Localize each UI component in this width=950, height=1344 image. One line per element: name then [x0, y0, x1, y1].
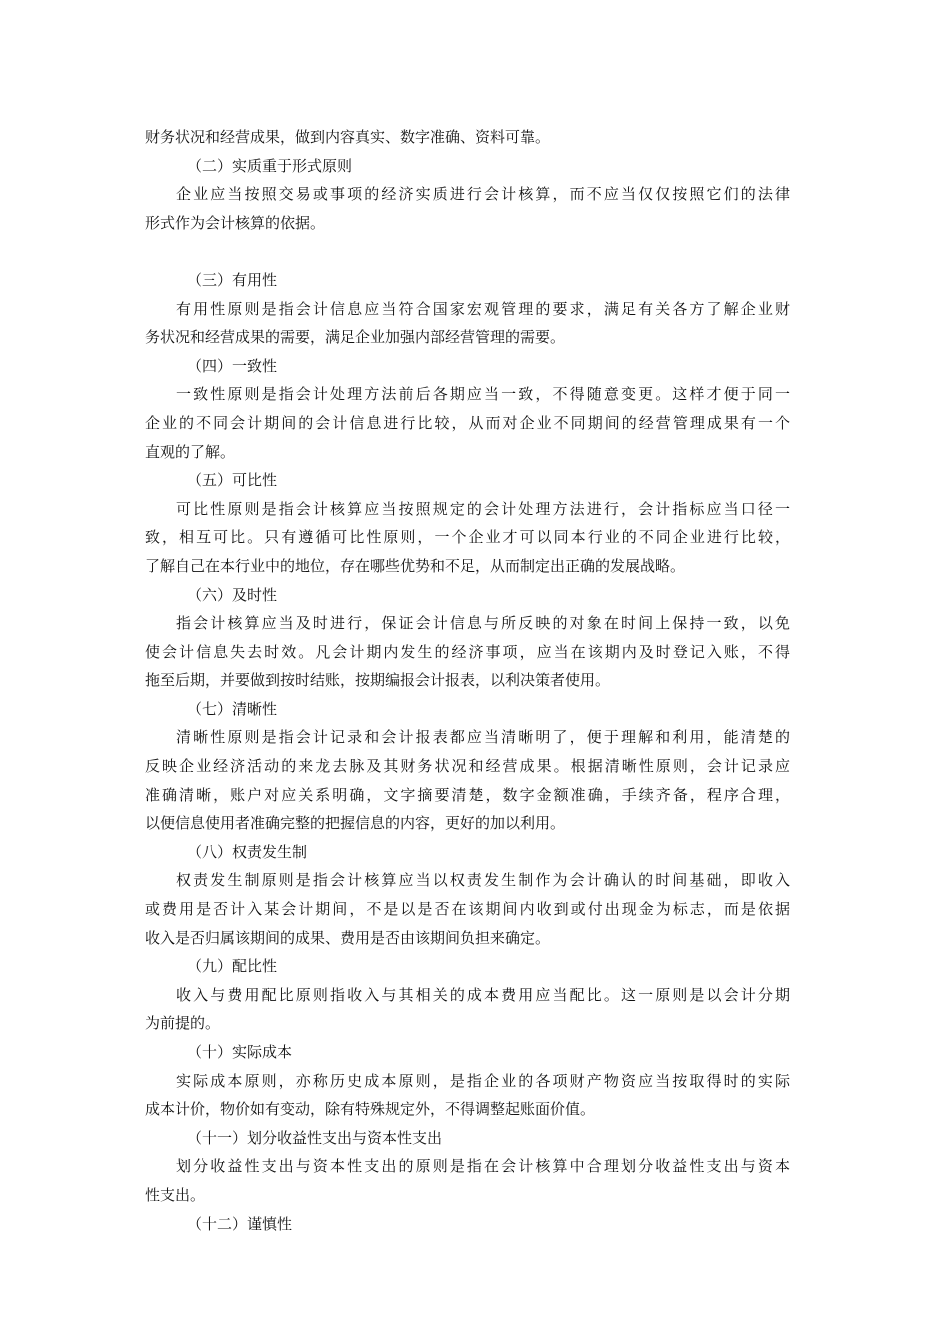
text-line: 划分收益性支出与资本性支出的原则是指在会计核算中合理划分收益性支出与资本 — [176, 1157, 790, 1176]
section-heading: （七）清晰性 — [187, 699, 278, 718]
text-line: 了解自己在本行业中的地位，存在哪些优势和不足，从而制定出正确的发展战略。 — [145, 556, 686, 575]
text-line: 形式作为会计核算的依据。 — [145, 213, 326, 232]
text-line: 企业的不同会计期间的会计信息进行比较，从而对企业不同期间的经营管理成果有一个 — [145, 413, 790, 432]
text-line: 性支出。 — [145, 1185, 206, 1204]
section-heading: （八）权责发生制 — [187, 842, 308, 861]
section-heading: （二）实质重于形式原则 — [187, 156, 353, 175]
text-line: 反映企业经济活动的来龙去脉及其财务状况和经营成果。根据清晰性原则，会计记录应 — [145, 757, 790, 776]
section-heading: （十）实际成本 — [187, 1043, 293, 1061]
text-line: 一致性原则是指会计处理方法前后各期应当一致，不得随意变更。这样才便于同一 — [176, 385, 790, 404]
text-line: 收入与费用配比原则指收入与其相关的成本费用应当配比。这一原则是以会计分期 — [176, 985, 790, 1004]
section-heading: （三）有用性 — [187, 270, 278, 289]
text-line: 企业应当按照交易或事项的经济实质进行会计核算，而不应当仅仅按照它们的法律 — [176, 185, 790, 204]
text-line: 以便信息使用者准确完整的把握信息的内容，更好的加以利用。 — [145, 814, 566, 833]
text-line: 财务状况和经营成果，做到内容真实、数字准确、资料可靠。 — [145, 128, 551, 146]
section-heading: （十二）谨慎性 — [187, 1214, 293, 1233]
section-heading: （四）一致性 — [187, 356, 278, 375]
text-line: 拖至后期，并要做到按时结账，按期编报会计报表，以利决策者使用。 — [145, 671, 611, 690]
blank-line — [145, 237, 790, 266]
section-heading: （六）及时性 — [187, 585, 278, 604]
text-line: 直观的了解。 — [145, 442, 236, 461]
text-line: 指会计核算应当及时进行，保证会计信息与所反映的对象在时间上保持一致，以免 — [176, 614, 790, 633]
text-line: 务状况和经营成果的需要，满足企业加强内部经营管理的需要。 — [145, 328, 566, 347]
section-heading: （十一）划分收益性支出与资本性支出 — [187, 1128, 443, 1147]
text-line: 清晰性原则是指会计记录和会计报表都应当清晰明了，便于理解和利用，能清楚的 — [176, 728, 790, 747]
text-line: 致，相互可比。只有遵循可比性原则，一个企业才可以同本行业的不同企业进行比较， — [145, 528, 790, 547]
text-line: 可比性原则是指会计核算应当按照规定的会计处理方法进行，会计指标应当口径一 — [176, 499, 790, 518]
text-line: 准确清晰，账户对应关系明确，文字摘要清楚，数字金额准确，手续齐备，程序合理， — [145, 785, 790, 804]
text-line: 实际成本原则，亦称历史成本原则，是指企业的各项财产物资应当按取得时的实际 — [176, 1071, 790, 1090]
section-heading: （九）配比性 — [187, 957, 278, 976]
text-line: 成本计价，物价如有变动，除有特殊规定外，不得调整起账面价值。 — [145, 1100, 596, 1119]
text-line: 权责发生制原则是指会计核算应当以权责发生制作为会计确认的时间基础，即收入 — [176, 871, 790, 890]
section-heading: （五）可比性 — [187, 471, 278, 490]
text-line: 或费用是否计入某会计期间，不是以是否在该期间内收到或付出现金为标志，而是依据 — [145, 900, 790, 919]
text-line: 收入是否归属该期间的成果、费用是否由该期间负担来确定。 — [145, 928, 551, 947]
text-line: 使会计信息失去时效。凡会计期内发生的经济事项，应当在该期内及时登记入账，不得 — [145, 642, 790, 661]
text-line: 有用性原则是指会计信息应当符合国家宏观管理的要求，满足有关各方了解企业财 — [176, 299, 790, 318]
text-line: 为前提的。 — [145, 1014, 221, 1033]
